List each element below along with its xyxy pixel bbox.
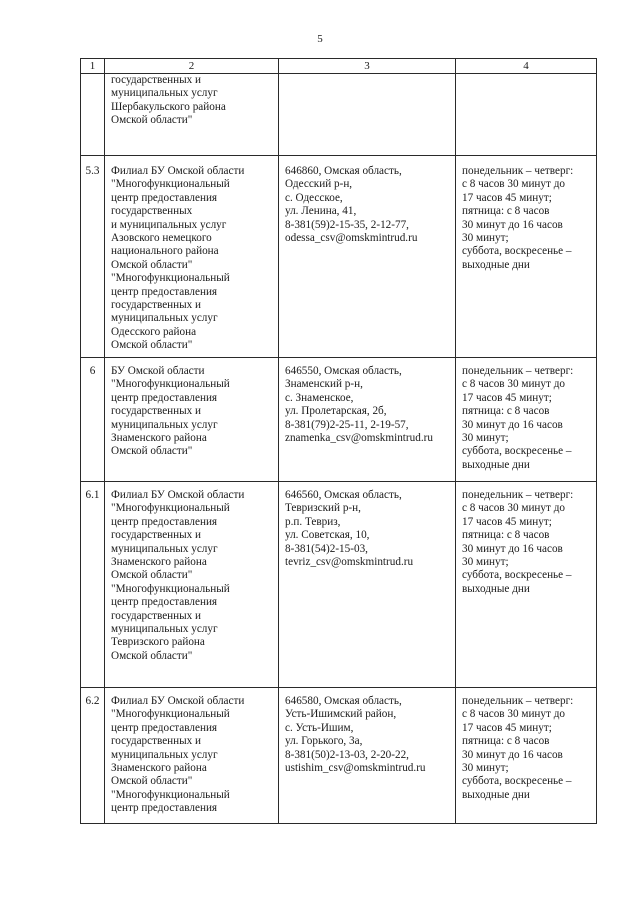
address-cell [279,358,456,482]
schedule-cell-line: выходные дни [462,258,530,271]
schedule-cell-line: выходные дни [462,582,530,595]
organization-name-cell-line: центр предоставления [111,391,218,404]
organization-name-cell-line: муниципальных услуг [111,87,218,100]
schedule-cell-line: пятница: с 8 часов [462,735,550,748]
organization-name-cell-line: "Многофункциональный [111,178,230,191]
organization-name-cell-line: муниципальных услуг [111,312,218,325]
schedule-cell-line: с 8 часов 30 минут до [462,178,565,191]
organization-name-cell-line: центр предоставления [111,515,218,528]
table-row [81,688,597,824]
schedule-cell-line: понедельник – четверг: [462,489,574,501]
column-header: 4 [456,59,597,74]
address-cell-line: Тевризский р-н, [285,502,361,515]
organization-name-cell-line: "Многофункциональный [111,582,230,595]
organization-name-cell [105,358,279,482]
row-number-cell [81,156,105,358]
organization-name-cell-line: Знаменского района [111,432,207,445]
organization-name-cell-line: национального района [111,245,219,258]
address-cell-line: ул. Ленина, 41, [285,205,357,218]
address-cell-line: Знаменский р-н, [285,378,363,391]
schedule-cell-line: суббота, воскресенье – [462,775,572,788]
organization-name-cell-line: Омской области" [111,258,193,271]
row-number-cell [81,482,105,688]
organization-name-cell-line: Азовского немецкого [111,232,212,245]
organization-name-cell-line: государственных и [111,405,202,418]
table-row [81,482,597,688]
organization-name-cell-line: Омской области" [111,114,193,127]
row-number-cell [81,74,105,156]
address-cell-line: odessa_csv@omskmintrud.ru [285,232,418,245]
organization-name-cell [105,74,279,156]
schedule-cell-line: пятница: с 8 часов [462,405,550,418]
schedule-cell-line: 17 часов 45 минут; [462,721,552,734]
column-header: 3 [279,59,456,74]
address-cell-line: 646580, Омская область, [285,695,402,707]
address-cell-line: с. Усть-Ишим, [285,721,354,734]
column-header: 2 [105,59,279,74]
schedule-cell-line: выходные дни [462,458,530,471]
schedule-cell-line: выходные дни [462,788,530,801]
organization-name-cell-line: государственных и [111,735,202,748]
organization-name-cell-line: муниципальных услуг [111,623,218,636]
address-cell-line: 646860, Омская область, [285,165,402,177]
page-number: 5 [317,33,323,45]
organization-name-cell-line: Омской области" [111,649,193,662]
schedule-cell-line: 30 минут; [462,432,509,445]
organization-name-cell-line: БУ Омской области [111,365,205,377]
organization-name-cell-line: Одесского района [111,325,197,338]
schedule-cell-line: 30 минут; [462,762,509,775]
organization-name-cell-line: Шербакульского района [111,100,226,113]
schedule-cell-line: с 8 часов 30 минут до [462,502,565,515]
schedule-cell-line: 30 минут до 16 часов [462,418,563,431]
address-cell-line: 8-381(59)2-15-35, 2-12-77, [285,218,409,231]
row-number: 6.1 [85,489,100,501]
schedule-cell-line: 30 минут; [462,556,509,569]
organization-name-cell-line: Филиал БУ Омской области [111,695,245,707]
row-number-cell [81,688,105,824]
address-cell-line: ул. Горького, 3а, [285,735,363,748]
schedule-cell-line: 30 минут до 16 часов [462,218,563,231]
organization-name-cell-line: центр предоставления [111,285,218,298]
schedule-cell [456,156,597,358]
schedule-cell-line: суббота, воскресенье – [462,569,572,582]
organization-name-cell-line: государственных [111,205,193,218]
row-number: 6 [89,365,96,377]
branches-table [80,58,597,824]
row-number: 6.2 [85,695,100,707]
organization-name-cell-line: Омской области" [111,339,193,352]
organization-name-cell-line: "Многофункциональный [111,378,230,391]
address-cell-line: ул. Пролетарская, 2б, [285,405,387,418]
organization-name-cell-line: муниципальных услуг [111,418,218,431]
address-cell [279,482,456,688]
column-header: 1 [81,59,105,74]
organization-name-cell-line: центр предоставления [111,191,218,204]
organization-name-cell-line: и муниципальных услуг [111,218,227,231]
schedule-cell-line: 17 часов 45 минут; [462,191,552,204]
organization-name-cell-line: муниципальных услуг [111,542,218,555]
row-number-cell [81,358,105,482]
row-number: 5.3 [85,165,100,177]
table-row [81,74,597,156]
organization-name-cell-line: Филиал БУ Омской области [111,489,245,501]
organization-name-cell-line: Знаменского района [111,556,207,569]
schedule-cell [456,688,597,824]
schedule-cell [456,74,597,156]
organization-name-cell-line: "Многофункциональный [111,502,230,515]
address-cell-line: 8-381(54)2-15-03, [285,542,368,555]
address-cell-line: 646550, Омская область, [285,365,402,377]
address-cell-line: с. Знаменское, [285,391,354,404]
address-cell-line: ustishim_csv@omskmintrud.ru [285,762,426,775]
organization-name-cell-line: государственных и [111,529,202,542]
organization-name-cell-line: центр предоставления [111,721,218,734]
schedule-cell-line: понедельник – четверг: [462,695,574,707]
schedule-cell-line: понедельник – четверг: [462,365,574,377]
address-cell-line: Усть-Ишимский район, [285,708,397,721]
address-cell-line: 8-381(50)2-13-03, 2-20-22, [285,748,409,761]
organization-name-cell-line: Филиал БУ Омской области [111,165,245,177]
table-row [81,156,597,358]
schedule-cell-line: пятница: с 8 часов [462,205,550,218]
schedule-cell-line: 17 часов 45 минут; [462,515,552,528]
schedule-cell-line: 30 минут до 16 часов [462,542,563,555]
organization-name-cell-line: центр предоставления [111,802,218,815]
organization-name-cell [105,156,279,358]
table-header-row [81,59,597,74]
address-cell-line: р.п. Тевриз, [285,515,341,528]
organization-name-cell-line: муниципальных услуг [111,748,218,761]
schedule-cell-line: 30 минут до 16 часов [462,748,563,761]
address-cell [279,688,456,824]
organization-name-cell-line: "Многофункциональный [111,272,230,285]
address-cell-line: 646560, Омская область, [285,489,402,501]
organization-name-cell-line: "Многофункциональный [111,708,230,721]
organization-name-cell-line: центр предоставления [111,596,218,609]
schedule-cell-line: пятница: с 8 часов [462,529,550,542]
address-cell-line: с. Одесское, [285,191,343,204]
organization-name-cell-line: Омской области" [111,569,193,582]
address-cell [279,156,456,358]
schedule-cell-line: 30 минут; [462,232,509,245]
table-row [81,358,597,482]
organization-name-cell-line: Знаменского района [111,762,207,775]
address-cell-line: ул. Советская, 10, [285,529,370,542]
address-cell-line: 8-381(79)2-25-11, 2-19-57, [285,418,409,431]
schedule-cell-line: суббота, воскресенье – [462,445,572,458]
organization-name-cell-line: государственных и [111,609,202,622]
address-cell-line: znamenka_csv@omskmintrud.ru [285,432,433,445]
address-cell-line: tevriz_csv@omskmintrud.ru [285,556,414,569]
schedule-cell-line: с 8 часов 30 минут до [462,708,565,721]
organization-name-cell [105,688,279,824]
schedule-cell-line: суббота, воскресенье – [462,245,572,258]
schedule-cell [456,358,597,482]
schedule-cell [456,482,597,688]
address-cell-line: Одесский р-н, [285,178,353,191]
organization-name-cell-line: Тевризского района [111,636,205,649]
schedule-cell-line: с 8 часов 30 минут до [462,378,565,391]
organization-name-cell-line: Омской области" [111,775,193,788]
schedule-cell-line: 17 часов 45 минут; [462,391,552,404]
organization-name-cell [105,482,279,688]
organization-name-cell-line: Омской области" [111,445,193,458]
organization-name-cell-line: государственных и [111,299,202,312]
schedule-cell-line: понедельник – четверг: [462,165,574,177]
organization-name-cell-line: "Многофункциональный [111,788,230,801]
organization-name-cell-line: государственных и [111,74,202,86]
address-cell [279,74,456,156]
